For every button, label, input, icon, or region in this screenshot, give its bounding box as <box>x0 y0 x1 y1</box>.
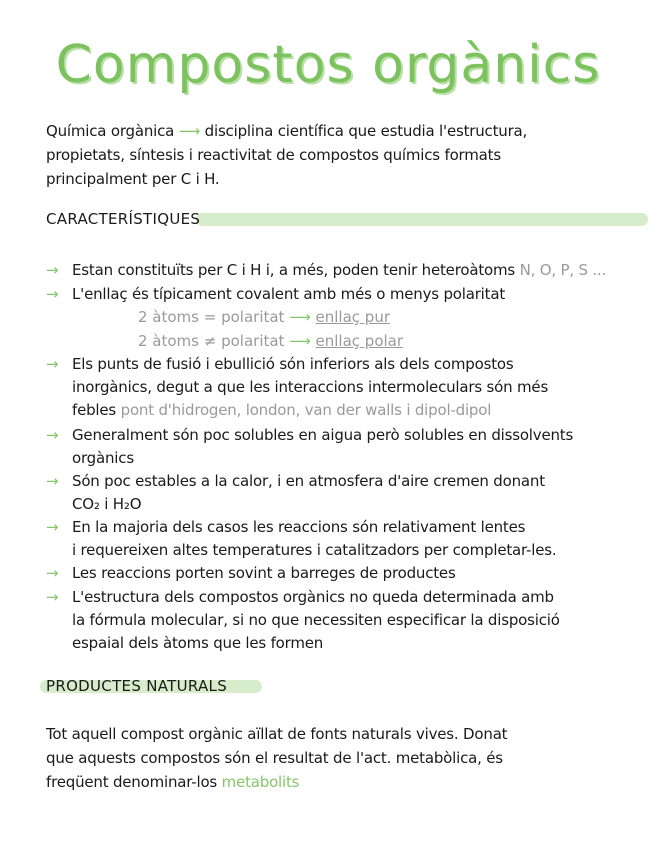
sub-item-2 <box>138 330 403 353</box>
bullet-6-line-1: En la majoria dels casos les reaccions són relativament lentes <box>72 518 526 536</box>
bullet-4-line-1: Generalment són poc solubles en aigua però solubles en dissolvents <box>72 426 574 444</box>
bullet-4 <box>46 424 626 447</box>
bullet-6 <box>46 516 626 539</box>
arrow-icon: → <box>46 355 59 373</box>
section-heading-characteristics: CARACTERÍSTIQUES <box>46 210 201 228</box>
intro-line-2: propietats, síntesis i reactivitat de compostos químics formats <box>46 146 501 164</box>
arrow-icon: → <box>46 518 59 536</box>
bullet-1-muted: N, O, P, S ... <box>519 261 607 279</box>
sub-item-2-result: enllaç polar <box>315 332 404 350</box>
arrow-icon: ⟶ <box>289 332 311 350</box>
bullet-8-line-3: espaial dels àtoms que les formen <box>72 634 324 652</box>
bullet-7-line-1: Les reaccions porten sovint a barreges de productes <box>72 564 456 582</box>
bullet-1 <box>46 259 626 282</box>
intro-term: Química orgànica <box>46 122 175 140</box>
arrow-icon: → <box>46 285 59 303</box>
intro-line-3: principalment per C i H. <box>46 170 220 188</box>
sub-item-1-result: enllaç pur <box>315 308 391 326</box>
bullet-3-line-3a: febles <box>72 401 117 419</box>
bullet-2-text: L'enllaç és típicament covalent amb més o menys polaritat <box>72 285 506 303</box>
natural-line-2: que aquests compostos són el resultat de l'act. metabòlica, és <box>46 749 503 767</box>
arrow-icon: ⟶ <box>289 308 311 326</box>
bullet-5 <box>46 470 626 493</box>
bullet-3 <box>46 353 626 376</box>
bullet-4-line-2: orgànics <box>72 449 134 467</box>
bullet-3-muted: pont d'hidrogen, london, van der walls i dipol-dipol <box>120 401 492 419</box>
page-title: Compostos orgànics <box>55 35 601 95</box>
bullet-5-line-2: CO₂ i H₂O <box>72 495 142 513</box>
sub-item-2-text: 2 àtoms ≠ polaritat <box>138 332 285 350</box>
arrow-icon: → <box>46 588 59 606</box>
bullet-3-line-1: Els punts de fusió i ebullició són inferiors als dels compostos <box>72 355 514 373</box>
bullet-6-line-2: i requereixen altes temperatures i catalitzadors per completar-les. <box>72 541 557 559</box>
arrow-icon: → <box>46 261 59 279</box>
arrow-icon: → <box>46 472 59 490</box>
bullet-2 <box>46 283 626 306</box>
bullet-1-text: Estan constituïts per C i H i, a més, poden tenir heteroàtoms <box>72 261 516 279</box>
section-heading-natural-products: PRODUCTES NATURALS <box>46 677 228 695</box>
bullet-3-line-3 <box>72 399 632 422</box>
natural-line-3 <box>46 771 626 794</box>
intro-definition-1: disciplina científica que estudia l'estructura, <box>204 122 528 140</box>
bullet-8 <box>46 586 626 609</box>
bullet-8-line-1: L'estructura dels compostos orgànics no queda determinada amb <box>72 588 554 606</box>
natural-metabolits: metabolits <box>221 773 300 791</box>
natural-line-1: Tot aquell compost orgànic aïllat de fonts naturals vives. Donat <box>46 725 508 743</box>
bullet-3-line-2: inorgànics, degut a que les interaccions intermoleculars són més <box>72 378 549 396</box>
sub-item-1-text: 2 àtoms = polaritat <box>138 308 285 326</box>
arrow-icon: → <box>46 564 59 582</box>
heading-underline-bar <box>196 213 648 226</box>
arrow-icon: → <box>46 426 59 444</box>
bullet-8-line-2: la fórmula molecular, si no que necessiten especificar la disposició <box>72 611 560 629</box>
bullet-7 <box>46 562 626 585</box>
intro-line-1 <box>46 120 626 143</box>
bullet-5-line-1: Són poc estables a la calor, i en atmosfera d'aire cremen donant <box>72 472 545 490</box>
sub-item-1 <box>138 306 390 329</box>
arrow-icon: ⟶ <box>178 122 201 140</box>
natural-line-3a: freqüent denominar-los <box>46 773 218 791</box>
